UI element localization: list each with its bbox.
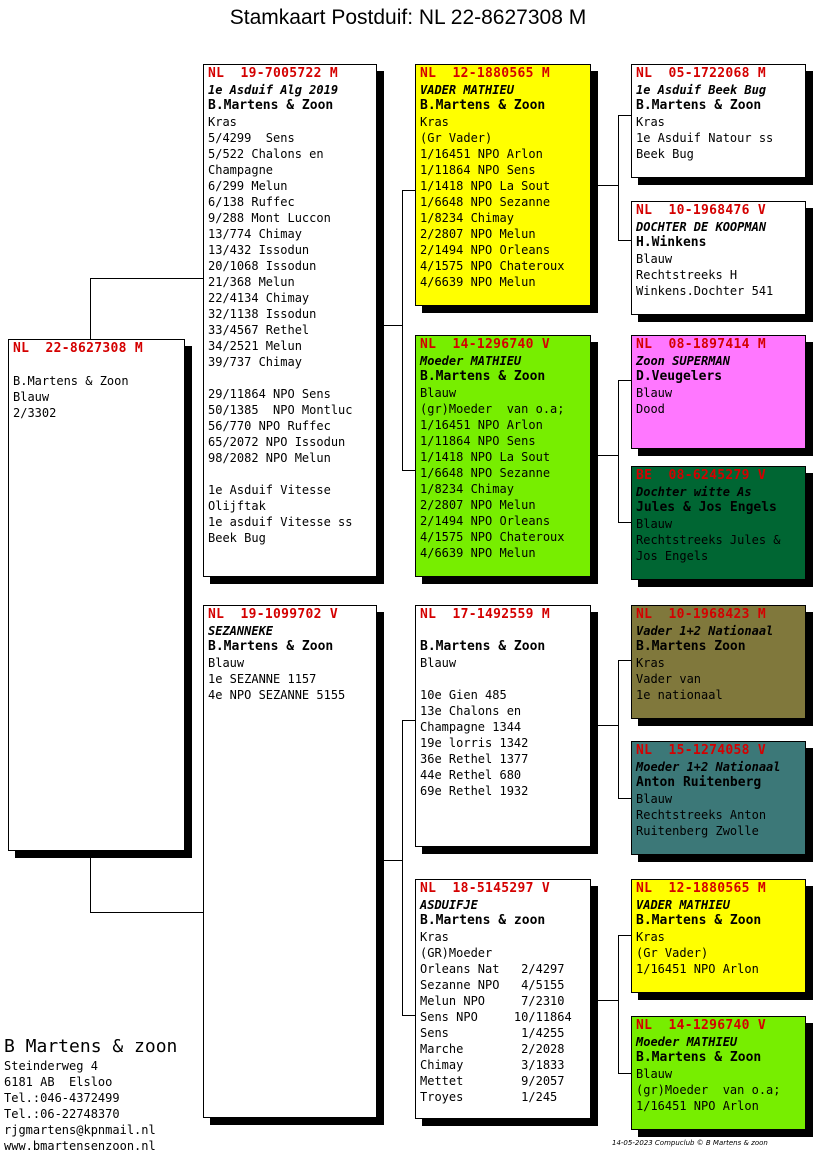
info-line: Ruitenberg Zwolle: [636, 824, 759, 838]
owner-name: B.Martens Zoon: [636, 639, 746, 654]
connector: [618, 660, 632, 661]
info-line: 2/1494 NPO Orleans: [420, 514, 551, 528]
spacer: [208, 466, 372, 482]
info-line: (Gr Vader): [636, 946, 709, 960]
owner-postcode: 6181 AB Elsloo: [4, 1075, 113, 1089]
owner-name: B Martens & zoon: [4, 1036, 178, 1057]
info-line: 4/1575 NPO Chateroux: [420, 259, 565, 273]
connector: [402, 720, 416, 721]
connector: [90, 850, 91, 912]
info-line: Beek Bug: [636, 147, 694, 161]
connector: [376, 860, 402, 861]
owner-name: B.Martens & Zoon: [636, 1050, 762, 1065]
info-line: 1e Asduif Vitesse: [208, 483, 331, 497]
info-line: 20/1068 Issodun: [208, 259, 317, 273]
info-line: 19e lorris 1342: [420, 736, 529, 750]
owner-name: B.Martens & Zoon: [420, 98, 546, 113]
info-line: 36e Rethel 1377: [420, 752, 529, 766]
info-line: Kras: [420, 115, 449, 129]
connector: [90, 278, 204, 279]
info-line: 2/1494 NPO Orleans: [420, 243, 551, 257]
ring-number: NL 15-1274058 V: [636, 743, 767, 758]
ring-number: NL 10-1968476 V: [636, 203, 767, 218]
info-line: 4/6639 NPO Melun: [420, 275, 536, 289]
pigeon-name: Moeder MATHIEU: [420, 354, 522, 368]
owner-website[interactable]: www.bmartensenzoon.nl: [4, 1139, 156, 1153]
pigeon-name: 1e Asduif Beek Bug: [636, 83, 767, 97]
info-line: Blauw: [420, 386, 457, 400]
connector: [590, 725, 618, 726]
info-line: Champagne 1344: [420, 720, 522, 734]
connector: [90, 912, 204, 913]
connector: [618, 115, 632, 116]
owner-name: Anton Ruitenberg: [636, 775, 762, 790]
info-line: 1/1418 NPO La Sout: [420, 450, 551, 464]
pigeon-card-dam: [203, 605, 377, 1118]
info-line: Kras: [636, 930, 665, 944]
info-line: 1/11864 NPO Sens: [420, 163, 536, 177]
info-line: 4/6639 NPO Melun: [420, 546, 536, 560]
connector: [618, 380, 632, 381]
pigeon-card-sire-sire: [415, 64, 591, 306]
info-line: Olijftak: [208, 499, 266, 513]
connector: [618, 240, 632, 241]
ring-number: NL 12-1880565 M: [636, 881, 767, 896]
owner-address: Steinderweg 4: [4, 1059, 98, 1073]
connector: [618, 935, 632, 936]
info-line: (GR)Moeder: [420, 946, 493, 960]
info-line: 2/2807 NPO Melun: [420, 227, 536, 241]
info-line: (gr)Moeder van o.a;: [636, 1083, 781, 1097]
ring-number: NL 22-8627308 M: [13, 341, 144, 356]
info-line: Kras: [636, 115, 665, 129]
info-line: 22/4134 Chimay: [208, 291, 310, 305]
pigeon-card-dam-sire: [415, 605, 591, 847]
owner-name: Jules & Jos Engels: [636, 500, 777, 515]
info-line: Sezanne NPO 4/5155: [420, 978, 565, 992]
owner-name: H.Winkens: [636, 235, 707, 250]
pigeon-card-sss: [631, 64, 806, 178]
info-line: Jos Engels: [636, 549, 709, 563]
spacer: [208, 370, 372, 386]
info-line: 13/774 Chimay: [208, 227, 302, 241]
connector: [402, 190, 403, 470]
info-line: 10e Gien 485: [420, 688, 507, 702]
info-line: Blauw: [636, 386, 673, 400]
info-line: Chimay 3/1833: [420, 1058, 565, 1072]
pigeon-card-dss: [631, 605, 806, 719]
info-line: Kras: [636, 656, 665, 670]
info-line: 4/1575 NPO Chateroux: [420, 530, 565, 544]
info-line: Blauw: [636, 517, 673, 531]
pigeon-name: VADER MATHIEU: [636, 898, 730, 912]
info-line: 13/432 Issodun: [208, 243, 310, 257]
info-line: 9/288 Mont Luccon: [208, 211, 331, 225]
info-line: 5/4299 Sens: [208, 131, 295, 145]
info-line: 1/8234 Chimay: [420, 211, 514, 225]
pigeon-card-ddd: [631, 1016, 806, 1130]
info-line: 6/299 Melun: [208, 179, 288, 193]
owner-name: B.Martens & Zoon: [208, 98, 334, 113]
info-line: 1e Asduif Natour ss: [636, 131, 774, 145]
info-line: 34/2521 Melun: [208, 339, 302, 353]
pigeon-name: Zoon SUPERMAN: [636, 354, 730, 368]
owner-name: B.Martens & Zoon: [208, 639, 334, 654]
info-line: Mettet 9/2057: [420, 1074, 565, 1088]
page-title: Stamkaart Postduif: NL 22-8627308 M: [229, 6, 587, 29]
info-line: 13e Chalons en: [420, 704, 522, 718]
info-line: Vader van: [636, 672, 702, 686]
info-line: 1/16451 NPO Arlon: [420, 147, 543, 161]
spacer: [420, 623, 586, 639]
info-line: Kras: [420, 930, 449, 944]
connector: [618, 522, 632, 523]
info-line: Blauw: [636, 1067, 673, 1081]
info-line: (gr)Moeder van o.a;: [420, 402, 565, 416]
spacer: [420, 671, 586, 687]
connector: [402, 1015, 416, 1016]
owner-name: D.Veugelers: [636, 369, 723, 384]
connector: [618, 798, 632, 799]
owner-mobile: Tel.:06-22748370: [4, 1107, 120, 1121]
pigeon-card-sdd: [631, 466, 806, 580]
pigeon-name: VADER MATHIEU: [420, 83, 514, 97]
connector: [90, 278, 91, 340]
info-line: Rechtstreeks Jules &: [636, 533, 781, 547]
owner-phone: Tel.:046-4372499: [4, 1091, 120, 1105]
connector: [618, 115, 619, 240]
info-line: Champagne: [208, 163, 274, 177]
pigeon-card-sire-dam: [415, 335, 591, 577]
info-line: Kras: [208, 115, 237, 129]
info-line: 1/8234 Chimay: [420, 482, 514, 496]
pigeon-name: DOCHTER DE KOOPMAN: [636, 220, 767, 234]
pigeon-name: Moeder 1+2 Nationaal: [636, 760, 781, 774]
connector: [590, 185, 618, 186]
info-line: 65/2072 NPO Issodun: [208, 435, 346, 449]
info-line: (Gr Vader): [420, 131, 493, 145]
info-line: B.Martens & Zoon: [13, 374, 129, 388]
info-line: 1e SEZANNE 1157: [208, 672, 317, 686]
info-line: 44e Rethel 680: [420, 768, 522, 782]
connector: [618, 1073, 632, 1074]
info-line: 1/1418 NPO La Sout: [420, 179, 551, 193]
pigeon-card-sds: [631, 335, 806, 449]
pigeon-name: SEZANNEKE: [208, 624, 274, 638]
ring-number: NL 18-5145297 V: [420, 881, 551, 896]
info-line: 4e NPO SEZANNE 5155: [208, 688, 346, 702]
owner-email[interactable]: rjgmartens@kpnmail.nl: [4, 1123, 156, 1137]
info-line: 69e Rethel 1932: [420, 784, 529, 798]
info-line: 98/2082 NPO Melun: [208, 451, 331, 465]
info-line: 32/1138 Issodun: [208, 307, 317, 321]
info-line: 5/522 Chalons en: [208, 147, 324, 161]
footer-credit: 14-05-2023 Compuclub © B Martens & zoon: [612, 1139, 768, 1147]
connector: [618, 935, 619, 1073]
ring-number: NL 19-1099702 V: [208, 607, 339, 622]
ring-number: BE 08-6245279 V: [636, 468, 767, 483]
pigeon-card-dsd: [631, 741, 806, 855]
info-line: Rechtstreeks H: [636, 268, 738, 282]
info-line: Blauw: [420, 656, 457, 670]
connector: [618, 380, 619, 522]
ring-number: NL 08-1897414 M: [636, 337, 767, 352]
pigeon-name: Dochter witte As: [636, 485, 752, 499]
info-line: 39/737 Chimay: [208, 355, 302, 369]
info-line: Dood: [636, 402, 665, 416]
connector: [402, 470, 416, 471]
pigeon-card-ssd: [631, 201, 806, 315]
info-line: Sens 1/4255: [420, 1026, 565, 1040]
ring-number: NL 12-1880565 M: [420, 66, 551, 81]
owner-name: B.Martens & Zoon: [420, 369, 546, 384]
info-line: 2/3302: [13, 406, 57, 420]
info-line: Blauw: [13, 390, 50, 404]
info-line: 1e nationaal: [636, 688, 723, 702]
info-line: Marche 2/2028: [420, 1042, 565, 1056]
info-line: Rechtstreeks Anton: [636, 808, 767, 822]
info-line: 33/4567 Rethel: [208, 323, 310, 337]
connector: [376, 325, 402, 326]
ring-number: NL 14-1296740 V: [420, 337, 551, 352]
pigeon-card-subject: [8, 339, 185, 851]
info-line: 29/11864 NPO Sens: [208, 387, 331, 401]
info-line: Melun NPO 7/2310: [420, 994, 565, 1008]
info-line: Blauw: [208, 656, 245, 670]
info-line: 1/6648 NPO Sezanne: [420, 466, 551, 480]
pigeon-card-sire: [203, 64, 377, 577]
info-line: 1e asduif Vitesse ss: [208, 515, 353, 529]
ring-number: NL 05-1722068 M: [636, 66, 767, 81]
ring-number: NL 14-1296740 V: [636, 1018, 767, 1033]
info-line: Beek Bug: [208, 531, 266, 545]
info-line: 1/11864 NPO Sens: [420, 434, 536, 448]
info-line: 1/16451 NPO Arlon: [636, 1099, 759, 1113]
pigeon-card-dam-dam: [415, 879, 591, 1119]
owner-contact-block: [4, 1036, 177, 1154]
info-line: Sens NPO 10/11864: [420, 1010, 572, 1024]
pigeon-name: Vader 1+2 Nationaal: [636, 624, 774, 638]
info-line: Troyes 1/245: [420, 1090, 558, 1104]
info-line: Blauw: [636, 792, 673, 806]
connector: [618, 660, 619, 798]
info-line: 50/1385 NPO Montluc: [208, 403, 353, 417]
info-line: Blauw: [636, 252, 673, 266]
info-line: Winkens.Dochter 541: [636, 284, 774, 298]
info-line: 1/6648 NPO Sezanne: [420, 195, 551, 209]
info-line: 56/770 NPO Ruffec: [208, 419, 331, 433]
pigeon-name: 1e Asduif Alg 2019: [208, 83, 339, 97]
info-line: 1/16451 NPO Arlon: [636, 962, 759, 976]
owner-name: B.Martens & Zoon: [636, 98, 762, 113]
info-line: 6/138 Ruffec: [208, 195, 295, 209]
connector: [402, 190, 416, 191]
pigeon-name: ASDUIFJE: [420, 898, 478, 912]
owner-name: B.Martens & zoon: [420, 913, 546, 928]
spacer: [13, 357, 180, 373]
owner-name: B.Martens & Zoon: [636, 913, 762, 928]
info-line: 2/2807 NPO Melun: [420, 498, 536, 512]
connector: [590, 1000, 618, 1001]
connector: [590, 455, 618, 456]
owner-name: B.Martens & Zoon: [420, 639, 546, 654]
info-line: Orleans Nat 2/4297: [420, 962, 565, 976]
pigeon-name: Moeder MATHIEU: [636, 1035, 738, 1049]
info-line: 21/368 Melun: [208, 275, 295, 289]
pigeon-card-dds: [631, 879, 806, 993]
ring-number: NL 10-1968423 M: [636, 607, 767, 622]
info-line: 1/16451 NPO Arlon: [420, 418, 543, 432]
ring-number: NL 17-1492559 M: [420, 607, 551, 622]
ring-number: NL 19-7005722 M: [208, 66, 339, 81]
connector: [402, 720, 403, 1015]
